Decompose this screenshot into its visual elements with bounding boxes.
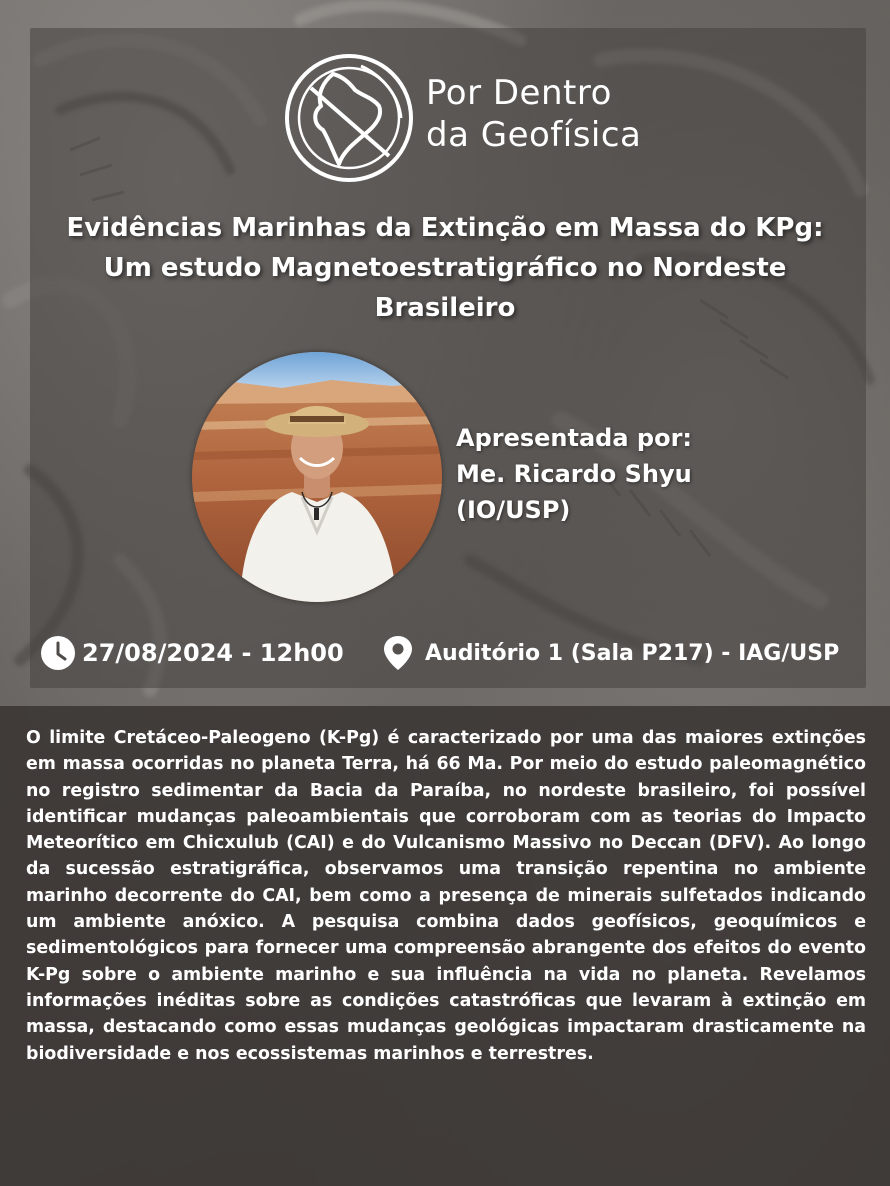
presenter-label: Apresentada por: — [456, 424, 693, 452]
logo-line-2: da Geofísica — [426, 115, 642, 155]
logo-line-1: Por Dentro — [426, 73, 612, 113]
event-location-text: Auditório 1 (Sala P217) - IAG/USP — [425, 640, 840, 666]
presenter-affiliation: (IO/USP) — [456, 496, 571, 524]
presenter-info — [456, 420, 692, 528]
map-pin-icon — [383, 635, 413, 671]
logo — [283, 52, 642, 188]
talk-title-line-1: Evidências Marinhas da Extinção em Massa do KPg: — [66, 213, 824, 243]
abstract-text: O limite Cretáceo-Paleogeno (K-Pg) é caracterizado por uma das maiores extinções em massa ocorridas no planeta Terra, há 66 Ma. Por meio do estudo paleomagnético no registro sedimentar da Bacia da Paraíba, no nordeste brasileiro, foi possível identificar mudanças paleoambientais que corroboram com as teorias do Impacto Meteorítico em Chicxulub (CAI) e do Vulcanismo Massivo no Deccan (DFV). Ao longo da sucessão estratigráfica, observamos uma transição repentina no ambiente marinho decorrente do CAI, bem como a presença de minerais sulfetados indicando um ambiente anóxico. A pesquisa combina dados geofísicos, geoquímicos e sedimentológicos para fornecer uma compreensão abrangente dos efeitos do evento K-Pg sobre o ambiente marinho e sua influência na vida no planeta. Revelamos informações inéditas sobre as condições catastróficas que levaram à extinção em massa, destacando como essas mudanças geológicas impactaram drasticamente na biodiversidade e nos ecossistemas marinhos e terrestres. — [26, 728, 866, 1064]
talk-title — [30, 208, 860, 328]
event-info — [40, 630, 860, 676]
talk-title-line-2: Um estudo Magnetoestratigráfico no Nordeste — [103, 253, 787, 283]
event-date — [40, 630, 344, 676]
talk-title-line-3: Brasileiro — [374, 293, 516, 323]
event-location — [383, 630, 839, 676]
speaker-photo — [192, 352, 442, 602]
logo-wordmark — [426, 72, 641, 156]
clock-icon — [40, 635, 76, 671]
presenter-name: Me. Ricardo Shyu — [456, 460, 692, 488]
speaker-illustration — [192, 352, 442, 602]
event-date-text: 27/08/2024 - 12h00 — [82, 639, 344, 667]
globe-south-america-icon — [283, 52, 415, 184]
